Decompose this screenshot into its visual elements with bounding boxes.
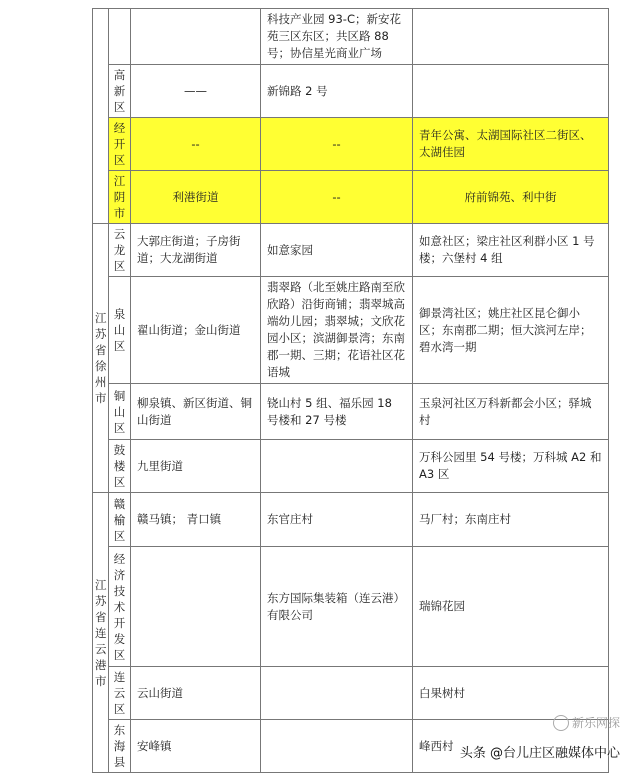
district-cell: 东海县: [109, 720, 131, 773]
province-cell-top: [93, 9, 109, 224]
street-cell: ——: [131, 65, 261, 118]
district-cell: 赣榆区: [109, 493, 131, 547]
watermark-circle-icon: [553, 715, 569, 731]
community-cell: [413, 65, 609, 118]
community-cell: [413, 9, 609, 65]
place-cell: --: [261, 118, 413, 171]
community-cell: 御景湾社区；姚庄社区昆仑御小区；东南郡二期；恒大滨河左岸；碧水湾一期: [413, 277, 609, 384]
source-watermark: 头条 @台儿庄区融媒体中心: [459, 746, 620, 761]
district-cell: 经济技术开发区: [109, 547, 131, 667]
table-row: [93, 277, 609, 384]
city-cell-xuzhou: 江苏省徐州市: [93, 224, 109, 493]
place-cell: [261, 667, 413, 720]
street-cell: 赣马镇； 青口镇: [131, 493, 261, 547]
street-cell: 大郭庄街道；子房街道；大龙湖街道: [131, 224, 261, 277]
district-cell: 泉山区: [109, 277, 131, 384]
district-cell: 云龙区: [109, 224, 131, 277]
street-cell: --: [131, 118, 261, 171]
district-cell: 江阴市: [109, 171, 131, 224]
place-cell: [261, 440, 413, 493]
place-cell: 如意家园: [261, 224, 413, 277]
community-cell: 如意社区；梁庄社区利群小区 1 号楼；六堡村 4 组: [413, 224, 609, 277]
district-cell: [109, 9, 131, 65]
street-cell: 安峰镇: [131, 720, 261, 773]
table-row: [93, 9, 609, 65]
place-cell: [261, 720, 413, 773]
community-cell: 万科公园里 54 号楼；万科城 A2 和 A3 区: [413, 440, 609, 493]
faint-watermark: [553, 714, 620, 732]
street-cell: [131, 9, 261, 65]
street-cell: [131, 547, 261, 667]
community-cell: 白果树村: [413, 667, 609, 720]
place-cell: 铙山村 5 组、福乐园 18 号楼和 27 号楼: [261, 384, 413, 440]
table-row-highlighted: [93, 118, 609, 171]
faint-watermark-text: 新乐网探: [571, 715, 620, 730]
place-cell: --: [261, 171, 413, 224]
city-cell-lianyungang: 江苏省连云港市: [93, 493, 109, 773]
community-cell: 玉泉河社区万科新都会小区；驿城村: [413, 384, 609, 440]
street-cell: 柳泉镇、新区街道、铜山街道: [131, 384, 261, 440]
community-cell: 峰西村: [413, 720, 609, 773]
community-cell: 瑞锦花园: [413, 547, 609, 667]
place-cell: 东方国际集装箱（连云港）有限公司: [261, 547, 413, 667]
table-row: [93, 384, 609, 440]
street-cell: 翟山街道；金山街道: [131, 277, 261, 384]
street-cell: 云山街道: [131, 667, 261, 720]
place-cell: 科技产业园 93-C；新安花苑三区东区；共区路 88 号；协信星光商业广场: [261, 9, 413, 65]
table-row: [93, 667, 609, 720]
street-cell: 九里街道: [131, 440, 261, 493]
community-cell: 青年公寓、太湖国际社区二街区、太湖佳园: [413, 118, 609, 171]
place-cell: 新锦路 2 号: [261, 65, 413, 118]
table-row-highlighted: [93, 171, 609, 224]
table-row: [93, 65, 609, 118]
table-row: [93, 224, 609, 277]
district-cell: 连云区: [109, 667, 131, 720]
place-cell: 翡翠路（北至姚庄路南至欣欣路）沿街商铺；翡翠城高端幼儿园；翡翠城；文欣花园小区；滨湖御景湾；东南郡一期、三期；花语社区花语城: [261, 277, 413, 384]
table-row: [93, 493, 609, 547]
community-cell: 府前锦苑、利中街: [413, 171, 609, 224]
closure-area-table: [92, 8, 609, 773]
district-cell: 高新区: [109, 65, 131, 118]
table-row: [93, 547, 609, 667]
district-cell: 铜山区: [109, 384, 131, 440]
district-cell: 经开区: [109, 118, 131, 171]
table-row: [93, 440, 609, 493]
place-cell: 东官庄村: [261, 493, 413, 547]
street-cell: 利港街道: [131, 171, 261, 224]
community-cell: 马厂村；东南庄村: [413, 493, 609, 547]
district-cell: 鼓楼区: [109, 440, 131, 493]
